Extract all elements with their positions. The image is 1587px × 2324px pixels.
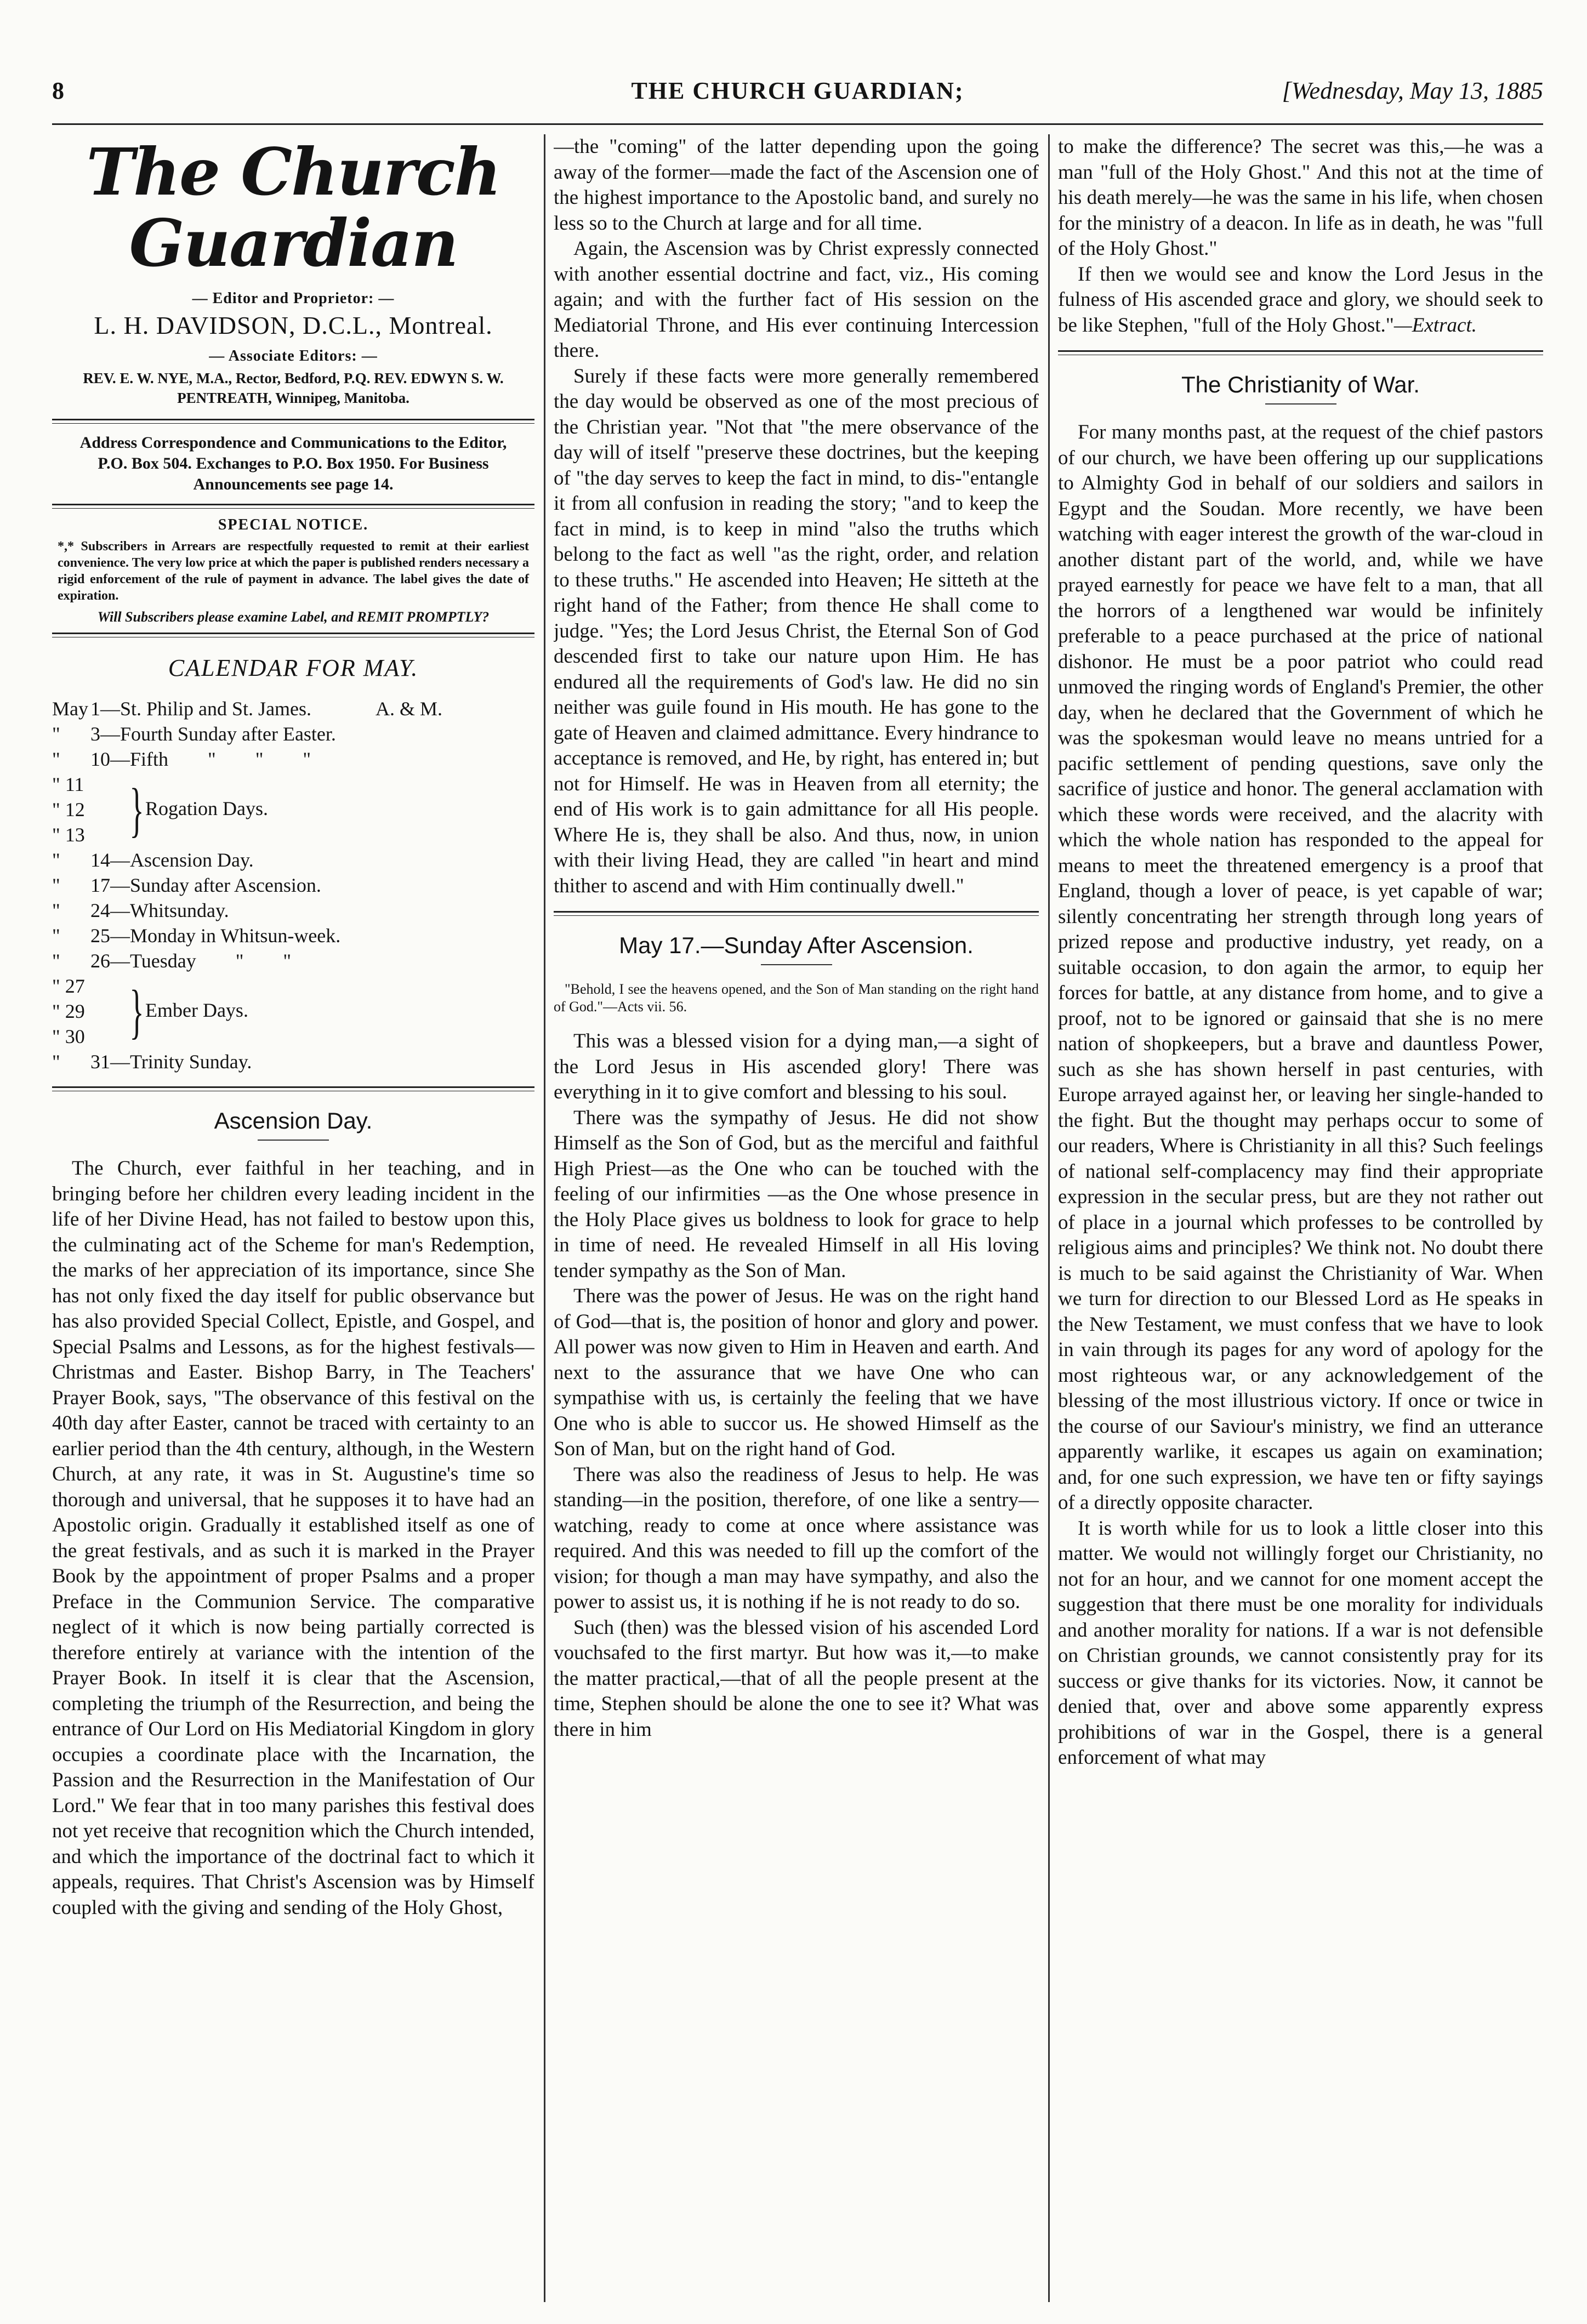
page-number: 8 [52,77,64,104]
war-paragraph: For many months past, at the request of the chief pastors of our church, we have been offering up our supplications to Almighty God in behalf of our soldiers and sailors in Egypt and the Soudan. More recently, we have been watching with eager interest the growth of the war-cloud in another distant part of the world, and, while we have prayed earnestly for peace we have felt to a man, that all the horrors of a lengthened war would be infinitely preferable to a peace purchased at the price of national dishonor. He must be a poor patriot who could read unmoved the ringing words of England's Premier, the other day, when he declared that the Government of which he was the spokesman would leave no means untried for a pacific settlement of pending questions, save only the sacrifice of justice and honor. The general acclamation with which these words were received, and the alacrity with which the whole nation has responded to the appeal for means to meet the threatened emergency is a proof that England, though a lover of peace, is yet capable of war; silently concentrating her strength through long years of prized repose and productive industry, yet ready, on a suitable occasion, to don again the armor, to equip her forces for battle, at any distance from home, and to give a proof, not to be ignored or gainsaid that she is no mere nation of shopkeepers, but a brave and dauntless Power, such as she has shown herself in past centuries, with Europe arrayed against her, or leaving her single-handed to the fight. But the thought may perhaps occur to some of our readers, Where is Christianity in all this? Such feelings of national self-complacency may find their appropriate expression in the secular press, but are they not rather out of place in a journal which professes to be controlled by religious aims and principles? We think not. No doubt there is much to be said against the Christianity of War. When we turn for direction to our Blessed Lord as He speaks in the New Testament, we must confess that we have to look in vain through its pages for any word of apology for the most righteous war, or any acknowledgement of the blessing of the most illustrious victory. If once or twice in the course of our Saviour's ministry, we find an utterance apparently warlike, it escapes us again on examination; and, for one such expression, we have ten or fifty sayings of a directly opposite character. [1058,421,1543,1514]
ember-label: Ember Days. [145,999,248,1021]
calendar-entry: " 24—Whitsunday. [52,899,229,921]
ember-days-group: " 27 " 29 " 30 } Ember Days. [52,975,248,1047]
column-rule [1048,134,1050,2302]
divider [52,633,534,637]
may17-paragraph: If then we would see and know the Lord Jesus in the fulness of His ascended grace and glory, we should seek to be like Stephen, "full of the Holy Ghost."—Extract. [1058,263,1543,337]
issue-date: [Wednesday, May 13, 1885 [1282,77,1543,104]
calendar-entry: May 1—St. Philip and St. James. A. & M. [52,698,443,720]
calendar-title: CALENDAR FOR MAY. [168,654,419,681]
ascension-paragraph: —the "coming" of the latter depending upon the going away of the former—made the fact of the Ascension one of the highest importance to the Apostolic band, and surely no less so to the Church at large and for all time. [554,135,1039,235]
special-notice-text: *,* Subscribers in Arrears are respectfully requested to remit at their earliest convenience. The very low price at which the paper is published renders necessary a rigid enforcement of the rule of payment in advance. The label gives the date of expiration. [58,539,529,603]
extract-credit: —Extract. [1393,314,1477,337]
war-title: The Christianity of War. [1181,372,1420,397]
may17-paragraph: to make the difference? The secret was this,—he was a man "full of the Holy Ghost." And this not at the time of his death merely—he was the same in his life, when chosen for the ministry of a deacon. In life as in death, he was "full of the Holy Ghost." [1058,135,1543,260]
editor-label: — Editor and Proprietor: — [192,290,395,307]
column-3 [1058,134,1543,2302]
divider [554,911,1039,916]
calendar-entry: " 10—Fifth " " " [52,748,311,770]
calendar-entry: " 26—Tuesday " " [52,950,292,972]
divider [1058,350,1543,355]
header-rule [52,123,1543,125]
ascension-title: Ascension Day. [214,1108,373,1133]
associate-editors: REV. E. W. NYE, M.A., Rector, Bedford, P.Q. REV. EDWYN S. W. PENTREATH, Winnipeg, Manitoba. [83,370,504,406]
address-notice: Address Correspondence and Communications to the Editor, P.O. Box 504. Exchanges to P.O. Box 1950. For Business Announcements see page 14. [79,434,507,493]
may17-paragraph: There was the power of Jesus. He was on the right hand of God—that is, the position of honor and glory and power. All power was now given to Him in Heaven and earth. And next to the assurance that we have One who can sympathise with us, is certainly the feeling that we have One who is able to succor us. He showed Himself as the Son of Man, but on the right hand of God. [554,1285,1039,1460]
calendar-entry: " 17—Sunday after Ascension. [52,874,321,896]
calendar-entry: " 31—Trinity Sunday. [52,1051,252,1073]
page-header [52,77,1543,115]
war-paragraph: It is worth while for us to look a little closer into this matter. We would not willingly forget our Christianity, no not for an hour, and we cannot for one moment accept the suggestion that there must be one morality for individuals and another morality for nations. If a war is not defensible on Christian grounds, we cannot consistently pray for its success or give thanks for its victories. Now, it cannot be denied that, over and above some apparently express prohibitions of war in the Gospel, there is a general enforcement of what may [1058,1517,1543,1769]
column-rule [544,134,545,2302]
may17-title: May 17.—Sunday After Ascension. [619,932,974,958]
may17-paragraph: There was also the readiness of Jesus to help. He was standing—in the position, therefore, of one like a sentry—watching, ready to come at once where assistance was required. And this was needed to fill up the comfort of the vision; for though a man may have sympathy, and also the power to assist us, it is nothing if he is not ready to do so. [554,1463,1039,1613]
masthead-title: The Church Guardian [86,134,500,281]
divider [52,504,534,509]
associate-label: — Associate Editors: — [209,348,378,364]
calendar-entry: " 14—Ascension Day. [52,849,254,871]
calendar-entry: " 25—Monday in Whitsun-week. [52,925,341,947]
calendar-list [52,696,534,1074]
rogation-label: Rogation Days. [145,798,268,819]
ascension-paragraph: Again, the Ascension was by Christ expressly connected with another essential doctrine and fact, viz., His coming again; and with the further fact of His session on the Mediatorial Throne, and His ever continuing Intercession there. [554,237,1039,362]
newspaper-page [52,77,1543,2302]
remit-notice: Will Subscribers please examine Label, and REMIT PROMPTLY? [97,609,490,625]
column-2 [554,134,1039,2302]
may17-paragraph: Such (then) was the blessed vision of his ascended Lord vouchsafed to the first martyr. But how was it,—to make the matter practical,—that of all the people present at the time, Stephen should be alone the one to see it? What was there in him [554,1616,1039,1741]
rogation-days-group: " 11 " 12 " 13 } Rogation Days. [52,773,268,846]
may17-paragraph: This was a blessed vision for a dying man,—a sight of the Lord Jesus in His ascended glory! There was everything in it to give comfort and blessing to his soul. [554,1030,1039,1103]
divider [52,1086,534,1091]
may17-paragraph: There was the sympathy of Jesus. He did not show Himself as the Son of God, but as the merciful and faithful High Priest—as the One who can be touched with the feeling of our infirmities —as the One whose presence in the Holy Place gives us boldness to look for grace to help in time of need. He revealed Himself in all His loving tender sympathy as the Son of Man. [554,1106,1039,1282]
epigraph: "Behold, I see the heavens opened, and the Son of Man standing on the right hand of God."—Acts vii. 56. [554,981,1039,1015]
column-1 [52,134,534,2302]
ascension-paragraph: Surely if these facts were more generally remembered the day would be observed as one of the most precious of the Christian year. "Not that "the mere observance of the day will of itself "preserve these doctrines, but the keeping of "the day serves to keep the fact in mind, to dis-"entangle it from all confusion in reading the story; "and to keep the fact in mind, is to keep in mind "also the truths which belong to the fact as well "as the right, order, and relation to these truths." He ascended into Heaven; He sitteth at the right hand of the Father; from thence He shall come to judge. "Yes; the Lord Jesus Christ, the Eternal Son of God descended first to take our nature upon Him. He has endured all the requirements of God's law. He did no sin neither was guile found in His mouth. He has gone to the gate of Heaven and claimed admittance. Every hindrance to acceptance is removed, and He, by right, has entered in; but not for Himself. He was in Heaven from all eternity; the end of His work is to gain admittance for all His people. Where He is, they shall be also. And thus, now, in union with their living Head, they are called "in heart and mind thither to ascend and with Him continually dwell." [554,364,1039,897]
divider [52,419,534,424]
running-title: THE CHURCH GUARDIAN; [631,77,964,104]
ascension-paragraph: The Church, ever faithful in her teaching, and in bringing before her children every leading incident in the life of her Divine Head, has not failed to bestow upon this, the culminating act of the Scheme for man's Redemption, the marks of her appreciation of its importance, since She has not only fixed the day itself for public observance but has also provided Special Collect, Epistle, and Gospel, and Special Psalms and Lessons, as for the highest festivals—Christmas and Easter. Bishop Barry, in The Teachers' Prayer Book, says, "The observance of this festival on the 40th day after Easter, cannot be traced with certainty to an earlier period than the 4th century, although, in the Western Church, at any rate, it was in St. Augustine's time so thorough and universal, that he supposes it to have had an Apostolic origin. Gradually it established itself as one of the great festivals, and as such it is marked in the Prayer Book by the appointment of proper Psalms and a proper Preface in the Communion Service. The comparative neglect of it which is now being partially corrected is therefore entirely at variance with the intention of the Prayer Book. In itself it is clear that the Ascension, completing the triumph of the Resurrection, and being the entrance of Our Lord on His Mediatorial Kingdom in glory occupies a coordinate place with the Incarnation, the Passion and the Resurrection in the Manifestation of Our Lord." We fear that in too many parishes this festival does not yet receive that recognition which the Church intended, and which the importance of the doctrinal fact to which it appeals, requires. That Christ's Ascension was by Himself coupled with the giving and sending of the Holy Ghost, [52,1157,534,1919]
special-notice-title: SPECIAL NOTICE. [218,516,369,533]
calendar-entry: " 3—Fourth Sunday after Easter. [52,723,336,745]
editor-name: L. H. DAVIDSON, D.C.L., Montreal. [94,311,493,339]
